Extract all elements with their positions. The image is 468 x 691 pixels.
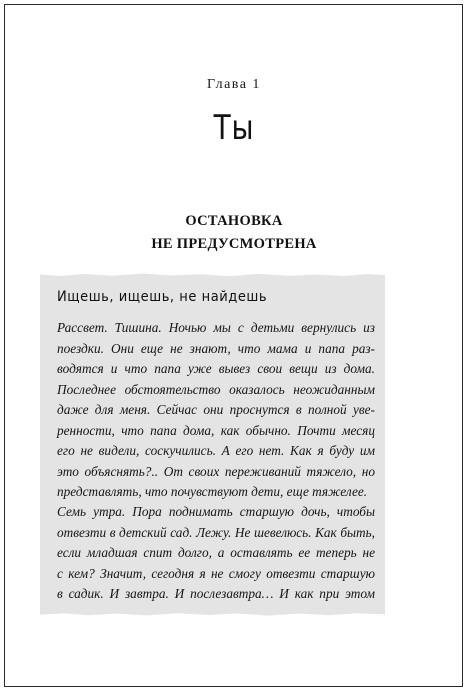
paragraph-line: водятся и что папа уже вывез свои вещи из дома. [57, 361, 375, 376]
paragraph-line: если младшая спит долго, а оставлять ее теперь не [57, 545, 375, 560]
paragraph-line: с кем? Значит, сегодня я не смогу отвезти старшую [57, 565, 375, 581]
paragraph-line: представлять, что почувствуют дети, еще тяжелее. [57, 484, 368, 499]
paragraph-line: в садик. И завтра. И послезавтра… И как при этом [57, 586, 375, 601]
section-title [0, 210, 468, 256]
paragraph-line: даже для меня. Сейчас они проснутся в полной уве- [57, 402, 375, 417]
paragraph-line: Рассвет. Тишина. Ночью мы с детьми вернулись из [57, 320, 375, 335]
excerpt-heading: Ищешь, ищешь, не найдешь [57, 289, 268, 305]
paragraph-line: Последнее обстоятельство оказалось неожиданным [57, 381, 375, 397]
chapter-title: Ты [213, 108, 255, 148]
excerpt-paragraph-1 [57, 318, 375, 503]
chapter-label: Глава 1 [207, 77, 261, 92]
paragraph-line: его не видели, соскучились. А его нет. Как я буду им [57, 443, 375, 458]
section-title-line-1: ОСТАНОВКА [185, 213, 283, 229]
paragraph-line: поездки. Они еще не знают, что мама и папа раз- [57, 340, 375, 356]
paragraph-line: ренности, что папа дома, как обычно. Почти месяц [57, 422, 375, 438]
paragraph-line: отвезти в детский сад. Лежу. Не шевелюсь. Как быть, [57, 524, 375, 540]
paragraph-line: это объяснять?.. От своих переживаний тяжело, но [57, 463, 375, 479]
paragraph-line: Семь утра. Пора поднимать старшую дочь, чтобы [57, 504, 375, 519]
excerpt-paragraph-2 [57, 502, 375, 605]
section-title-line-2: НЕ ПРЕДУСМОТРЕНА [151, 236, 317, 252]
